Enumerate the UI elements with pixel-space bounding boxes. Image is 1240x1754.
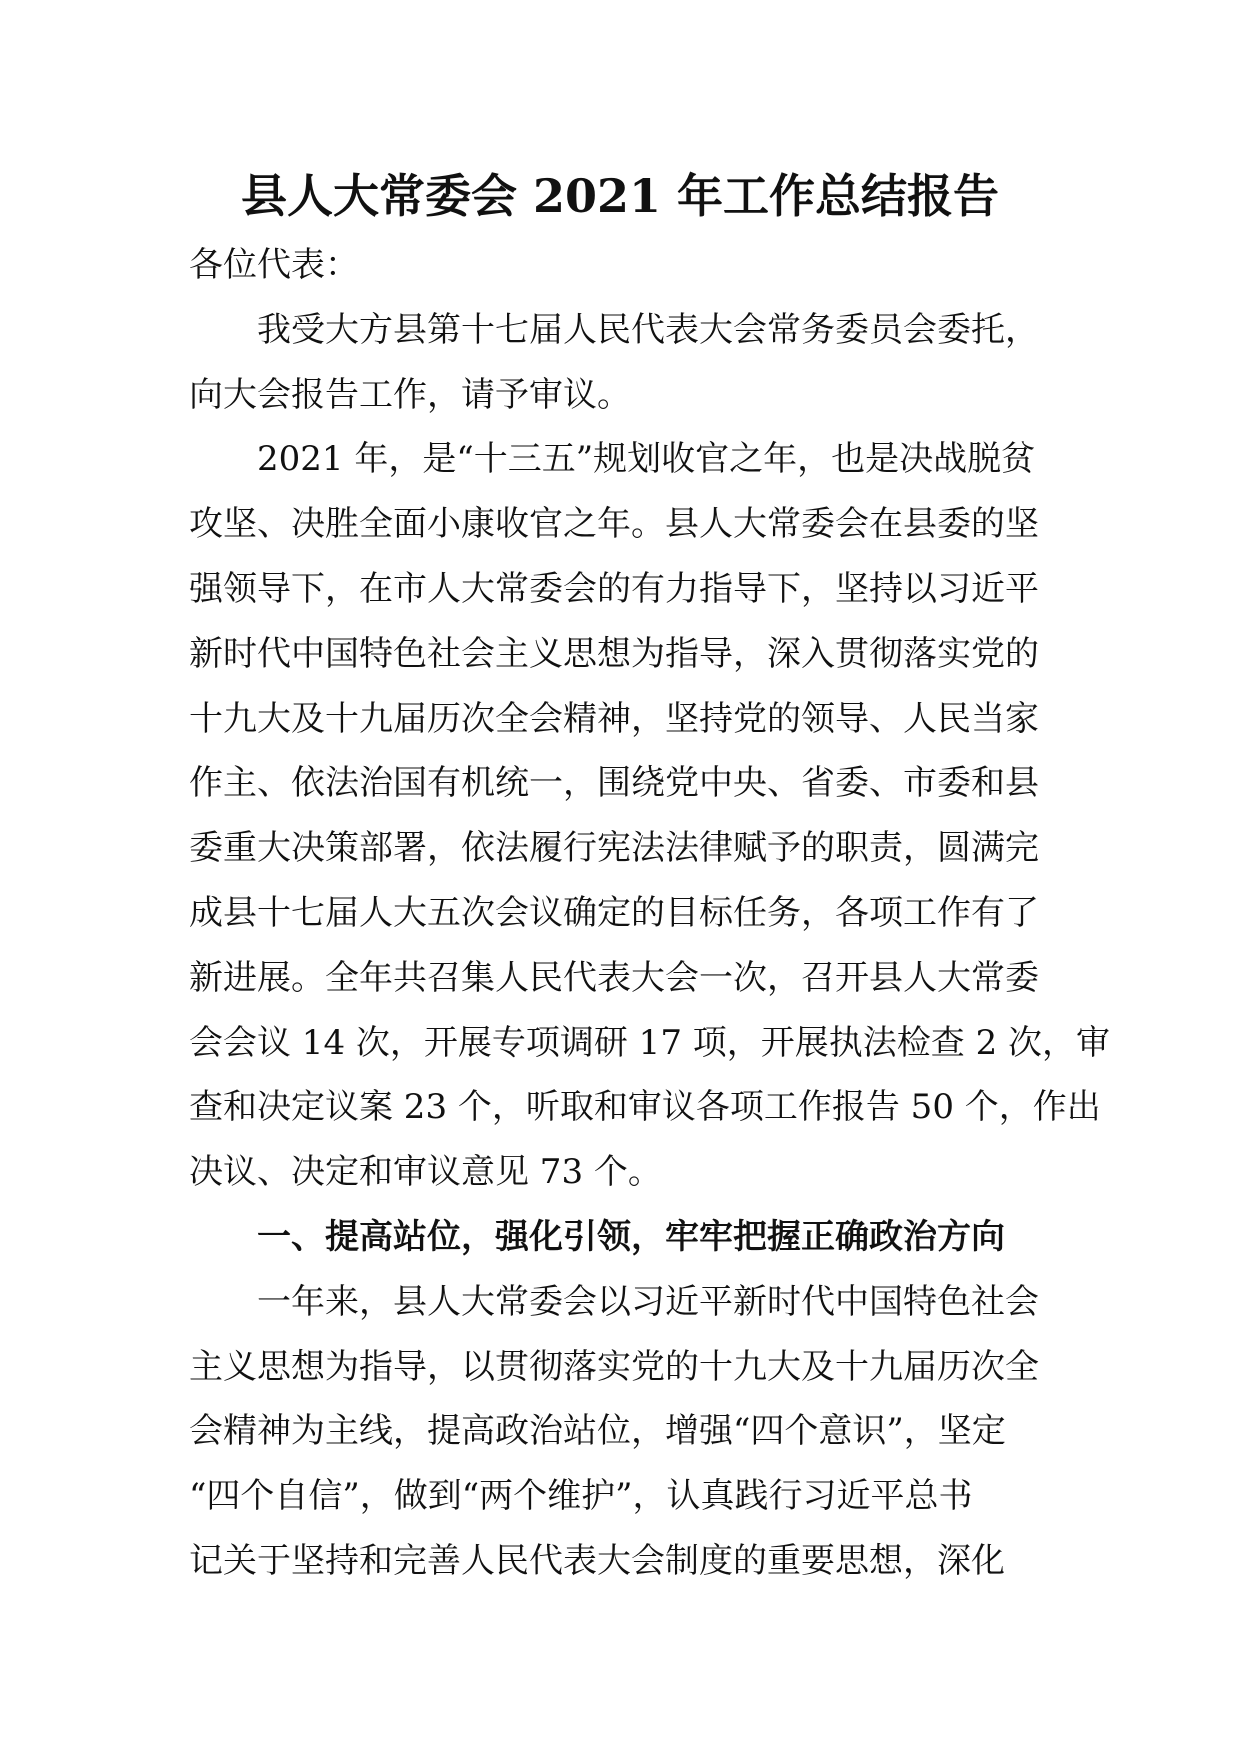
salutation: 各位代表：	[189, 245, 359, 285]
paragraph-line: 十九大及十九届历次全会精神，坚持党的领导、人民当家	[189, 698, 1039, 739]
paragraph-line: 决议、决定和审议意见 73 个。	[189, 1152, 662, 1193]
paragraph-line: 2021 年，是“十三五”规划收官之年，也是决战脱贫	[257, 439, 1036, 480]
paragraph-line: 会会议 14 次，开展专项调研 17 项，开展执法检查 2 次，审	[189, 1022, 1111, 1063]
paragraph-line: 成县十七届人大五次会议确定的目标任务，各项工作有了	[189, 892, 1039, 933]
paragraph-line: 一年来，县人大常委会以习近平新时代中国特色社会	[257, 1281, 1039, 1322]
paragraph-line: “四个自信”，做到“两个维护”，认真践行习近平总书	[189, 1476, 973, 1517]
paragraph-line: 查和决定议案 23 个，听取和审议各项工作报告 50 个，作出	[189, 1087, 1101, 1128]
paragraph-line: 新进展。全年共召集人民代表大会一次，召开县人大常委	[189, 957, 1039, 998]
paragraph-line: 我受大方县第十七届人民代表大会常务委员会委托，	[257, 309, 1039, 350]
paragraph-line: 向大会报告工作，请予审议。	[189, 374, 631, 415]
paragraph-line: 主义思想为指导，以贯彻落实党的十九大及十九届历次全	[189, 1346, 1039, 1387]
paragraph-line: 攻坚、决胜全面小康收官之年。县人大常委会在县委的坚	[189, 504, 1039, 545]
paragraph-line: 会精神为主线，提高政治站位，增强“四个意识”，坚定	[189, 1411, 1006, 1452]
document-body	[189, 233, 1111, 1594]
section-heading: 一、提高站位，强化引领，牢牢把握正确政治方向	[257, 1216, 1005, 1257]
paragraph-line: 记关于坚持和完善人民代表大会制度的重要思想，深化	[189, 1540, 1005, 1581]
document-title: 县人大常委会 2021 年工作总结报告	[240, 169, 1000, 223]
paragraph-line: 新时代中国特色社会主义思想为指导，深入贯彻落实党的	[189, 633, 1039, 674]
paragraph-line: 委重大决策部署，依法履行宪法法律赋予的职责，圆满完	[189, 828, 1039, 869]
paragraph-line: 作主、依法治国有机统一，围绕党中央、省委、市委和县	[189, 763, 1039, 804]
paragraph-line: 强领导下，在市人大常委会的有力指导下，坚持以习近平	[189, 568, 1039, 609]
